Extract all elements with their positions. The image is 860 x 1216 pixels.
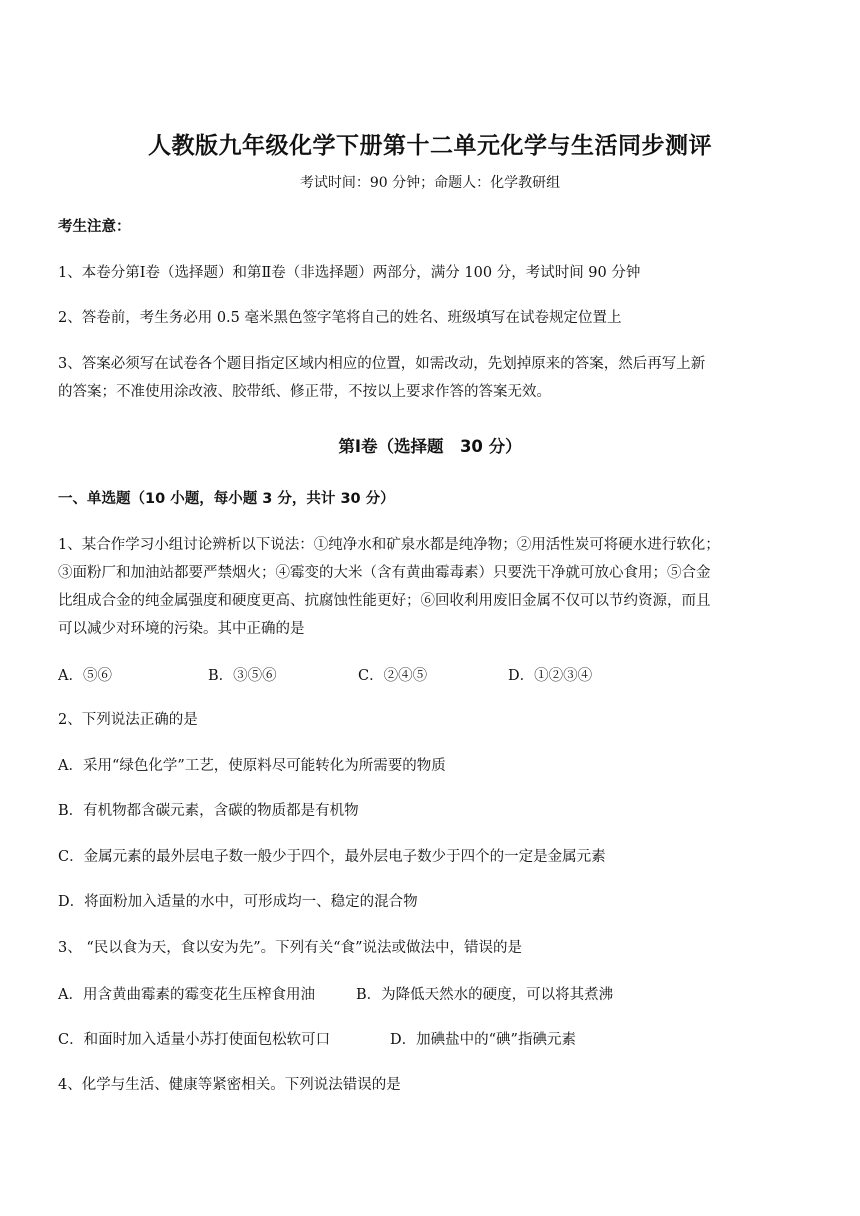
notice-item: 1、本卷分第Ⅰ卷（选择题）和第Ⅱ卷（非选择题）两部分，满分 100 分，考试时间 90 分钟 [58,265,641,281]
question-3-stem: 3、 “民以食为天，食以安为先”。下列有关“食”说法或做法中，错误的是 [58,940,522,956]
question-2-option-d: D．将面粉加入适量的水中，可形成均一、稳定的混合物 [58,894,418,910]
question-3-option-b: B．为降低天然水的硬度，可以将其煮沸 [356,987,614,1003]
question-1-option-c: C．②④⑤ [358,668,428,684]
question-1-option-b: B．③⑤⑥ [208,668,277,684]
notice-item: 2、答卷前，考生务必用 0.5 毫米黑色签字笔将自己的姓名、班级填写在试卷规定位置上 [58,310,622,326]
question-2-option-b: B．有机物都含碳元素，含碳的物质都是有机物 [58,803,359,819]
question-1-option-d: D．①②③④ [508,668,593,684]
page-title: 人教版九年级化学下册第十二单元化学与生活同步测评 [148,133,712,159]
question-2-option-c: C．金属元素的最外层电子数一般少于四个，最外层电子数少于四个的一定是金属元素 [58,849,606,865]
question-2-stem: 2、下列说法正确的是 [58,712,198,728]
question-3-option-d: D．加碘盐中的“碘”指碘元素 [390,1032,576,1048]
question-4-stem: 4、化学与生活、健康等紧密相关。下列说法错误的是 [58,1077,401,1093]
notice-heading: 考生注意： [58,219,131,235]
part-heading: 一、单选题（10 小题，每小题 3 分，共计 30 分） [58,491,395,507]
question-1-line: 比组成合金的纯金属强度和硬度更高、抗腐蚀性能更好；⑥回收利用废旧金属不仅可以节约资源，而且 [58,593,711,609]
notice-item: 的答案；不准使用涂改液、胶带纸、修正带，不按以上要求作答的答案无效。 [58,384,551,400]
exam-subtitle: 考试时间：90 分钟；命题人：化学教研组 [299,175,561,191]
question-3-option-a: A．用含黄曲霉素的霉变花生压榨食用油 [58,987,315,1003]
section-title: 第Ⅰ卷（选择题 30 分） [338,437,522,456]
question-3-option-c: C．和面时加入适量小苏打使面包松软可口 [58,1032,331,1048]
question-1-option-a: A．⑤⑥ [58,668,112,684]
question-1-line: 1、某合作学习小组讨论辨析以下说法：①纯净水和矿泉水都是纯净物；②用活性炭可将硬水进行软化； [58,537,720,553]
question-1-line: 可以减少对环境的污染。其中正确的是 [58,621,305,637]
question-1-line: ③面粉厂和加油站都要严禁烟火；④霉变的大米（含有黄曲霉毒素）只要洗干净就可放心食用；⑤合金 [58,565,711,581]
question-2-option-a: A．采用“绿色化学”工艺，使原料尽可能转化为所需要的物质 [58,758,446,774]
notice-item: 3、答案必须写在试卷各个题目指定区域内相应的位置，如需改动，先划掉原来的答案，然后再写上新 [58,356,706,372]
